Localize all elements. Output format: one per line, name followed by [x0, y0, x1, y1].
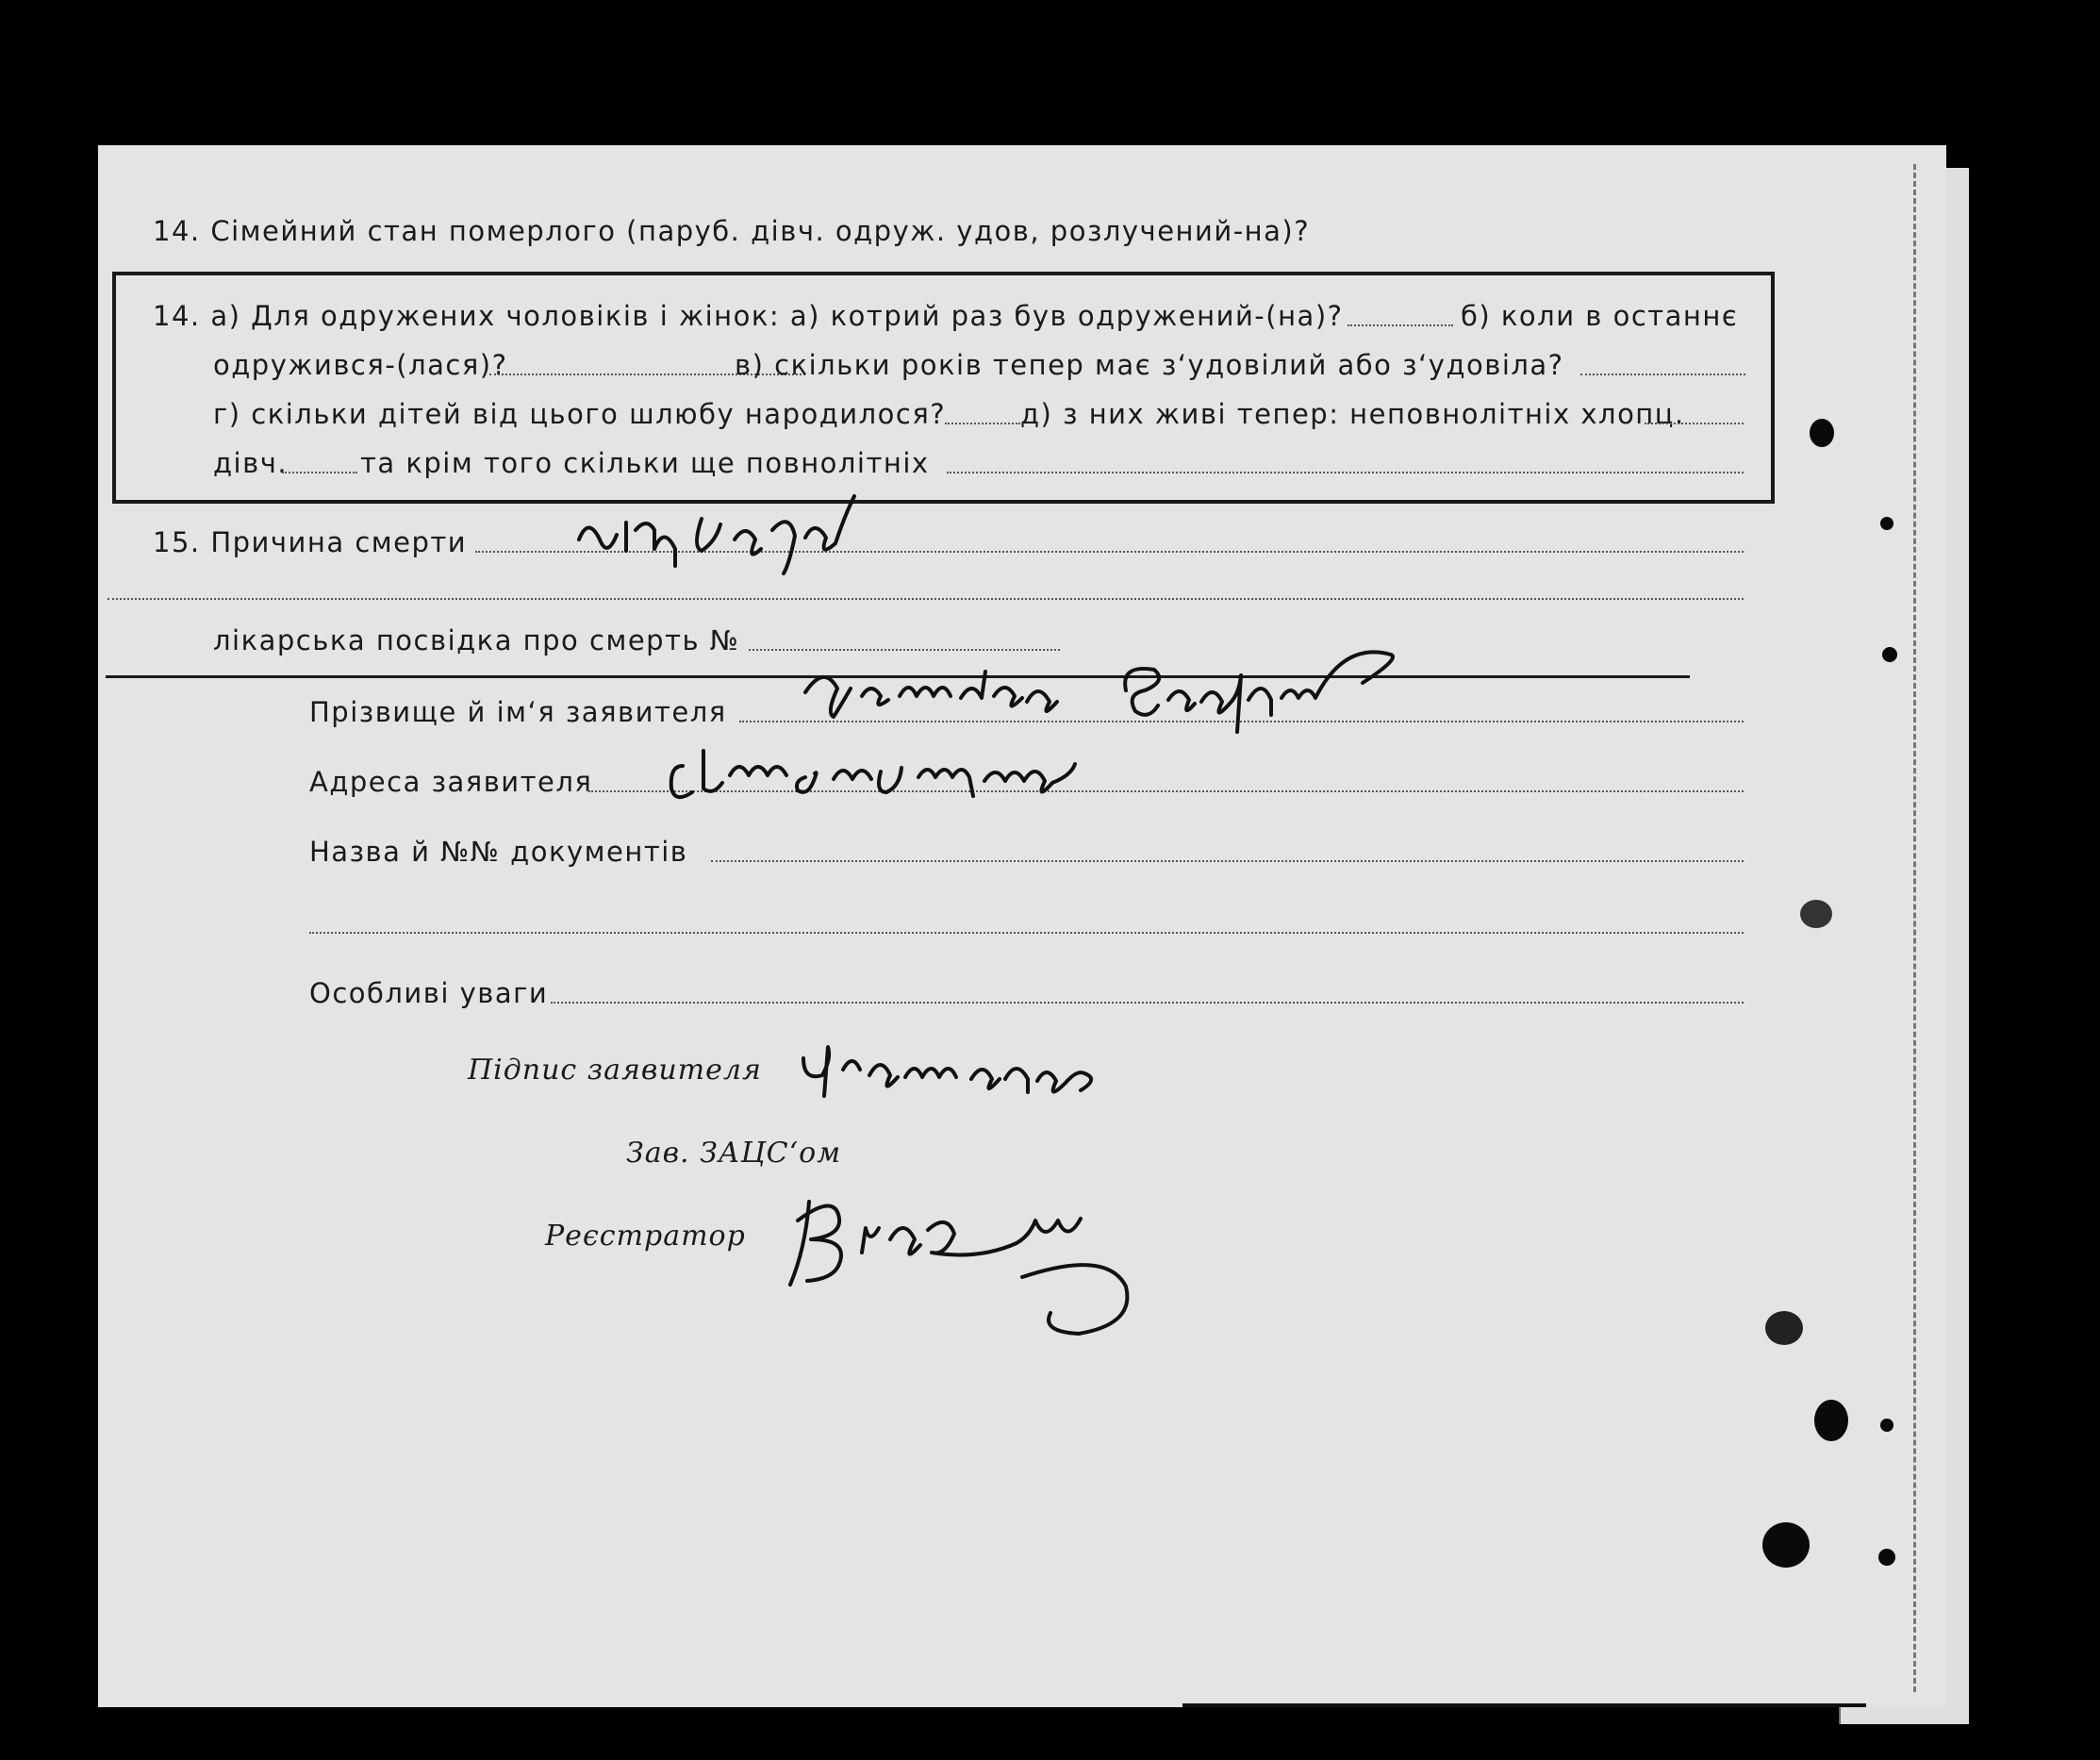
q14a-children-born-field[interactable] — [945, 423, 1020, 424]
q14a-minor-boys-field[interactable] — [1645, 423, 1744, 424]
punch-hole — [1882, 647, 1897, 662]
q15-cause-of-death-label: 15. Причина смерти — [153, 526, 468, 558]
registrar-label: Реєстратор — [545, 1220, 746, 1253]
punch-hole — [1880, 517, 1893, 530]
punch-hole — [1814, 1400, 1848, 1441]
medical-certificate-label: лікарська посвідка про смерть № — [213, 624, 740, 656]
punch-hole — [1800, 900, 1832, 928]
punch-hole — [1762, 1522, 1810, 1568]
documents-field[interactable] — [711, 860, 1744, 862]
applicant-name-label: Прізвище й ім‘я заявителя — [309, 696, 727, 728]
special-notes-label: Особливі уваги — [309, 977, 549, 1009]
applicant-address-label: Адреса заявителя — [309, 766, 593, 798]
applicant-signature-label: Підпис заявителя — [468, 1054, 762, 1087]
applicant-signature — [796, 1032, 1135, 1107]
head-zags-label: Зав. ЗАЦС‘ом — [626, 1137, 842, 1170]
q14a-line2-b-text: в) скільки років тепер має з‘удовілий або з‘удовіла? — [735, 349, 1564, 381]
q14-marital-status: 14. Сімейний стан померлого (паруб. дівч. одруж. удов, розлучений-на)? — [153, 215, 1311, 247]
handwritten-cause-of-death — [570, 502, 966, 577]
q14a-line1-text: 14. а) Для одружених чоловіків і жінок: а) котрий раз був одружений-(на)? — [153, 300, 1344, 332]
q14a-line3-text: г) скільки дітей від цього шлюбу народилося? — [213, 398, 947, 430]
form-sheet — [98, 145, 1946, 1707]
documents-label: Назва й №№ документів — [309, 836, 688, 868]
sheet-bottom-line — [1182, 1703, 1866, 1707]
q14a-line4-b-text: та крім того скільки ще повнолітніх — [360, 447, 930, 479]
q14a-line1-b-text: б) коли в останнє — [1461, 300, 1739, 332]
punch-hole — [1878, 1549, 1895, 1566]
q14a-line4-text: дівч. — [213, 447, 289, 479]
documents-field-line2[interactable] — [309, 932, 1744, 934]
q14a-minor-girls-field[interactable] — [282, 472, 357, 473]
registrar-signature — [777, 1173, 1192, 1334]
q14a-adults-field[interactable] — [947, 472, 1744, 473]
q14a-line2-text: одружився-(лася)? — [213, 349, 508, 381]
punch-hole — [1765, 1311, 1803, 1345]
q14a-marriage-count-field[interactable] — [1348, 324, 1453, 326]
perforation-line — [1913, 164, 1916, 1692]
punch-hole — [1810, 419, 1834, 447]
punch-hole — [1880, 1419, 1893, 1432]
cause-of-death-field-line2[interactable] — [107, 598, 1744, 600]
q14a-line3-b-text: д) з них живі тепер: неповнолітніх хлопц. — [1020, 398, 1685, 430]
q14a-widowhood-years-field[interactable] — [1580, 374, 1745, 375]
handwritten-applicant-address — [664, 730, 1192, 824]
special-notes-field[interactable] — [551, 1002, 1744, 1004]
